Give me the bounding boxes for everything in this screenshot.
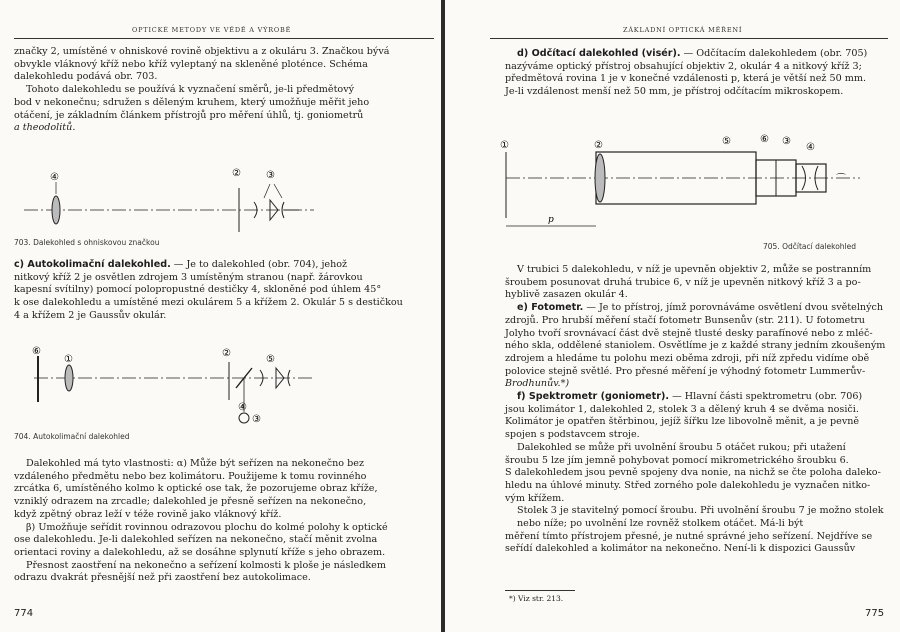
paragraph <box>14 259 434 323</box>
figure-label: ② <box>232 168 241 179</box>
figure-caption: 703. Dalekohled s ohniskovou značkou <box>14 238 160 247</box>
text-line: vým křížem. <box>505 492 565 504</box>
text-line: odrazu dvakrát přesnější než při zaostření bez autokolimace. <box>14 572 311 584</box>
text-line: Dalekohled má tyto vlastnosti: α) Může být seřízen na nekonečno bez <box>26 458 364 469</box>
figure-label: ① <box>500 140 509 151</box>
text-line: kapesní svítilny) pomocí polopropustné destičky 4, skloněné pod úhlem 45° <box>14 284 382 296</box>
text-line: vzdáleného předmětu nebo bez kolimátoru. Použijeme k tomu rovinného <box>14 470 367 482</box>
section-heading: d) Odčítací dalekohled (visér). <box>517 48 681 59</box>
text-line: Přesnost zaostření na nekonečno a seřízení kolmosti k ploše je následkem <box>26 559 386 571</box>
text-line: nitkový kříž 2 je osvětlen zdrojem 3 umístěným stranou (např. žárovkou <box>14 271 363 283</box>
paragraph <box>14 46 434 135</box>
text-line: vzniklý odrazem na zrcadle; dalekohled je přesně seřízen na nekonečno, <box>14 496 367 508</box>
text-line: S dalekohledem jsou pevně spojeny dva nonie, na nichž se čte poloha daleko- <box>505 467 881 479</box>
running-head: OPTICKÉ METODY VE VĚDĚ A VÝROBĚ <box>132 26 292 34</box>
text-line: 4 a křížem 2 je Gaussův okulár. <box>14 309 167 321</box>
header-rule <box>14 38 434 39</box>
footnote-rule <box>505 590 575 591</box>
figure-label: ③ <box>782 136 791 147</box>
page-number: 774 <box>14 608 34 619</box>
objective-lens <box>65 365 73 391</box>
text-line: otáčení, je základním článkem přístrojů pro měření úhlů, tj. goniometrů <box>14 109 364 121</box>
figure-label: ④ <box>50 172 59 183</box>
figure-label: ⑥ <box>32 346 41 357</box>
figure-704 <box>14 342 434 432</box>
text-line: zdrojem a hledáme tu polohu mezi oběma zdroji, při níž zpředu vidíme obě <box>505 352 870 364</box>
text-line: hyblivě zasazen okulár 4. <box>505 289 628 301</box>
text-line: a theodolitů. <box>14 122 76 134</box>
text-line: seřídí dalekohled a kolimátor na nekonečno. Není-li k dispozici Gaussův <box>505 543 856 555</box>
text-line: nebo níže; po uvolnění lze rovněž stolkem otáčet. Má-li být <box>517 518 804 530</box>
text-line: polovice stejně světlé. Pro přesné měření je výhodný fotometr Lummerův- <box>505 365 866 377</box>
text-line: ného skla, oddělené staniolem. Osvětlíme je z každé strany jedním zkoušeným <box>505 340 886 352</box>
objective-lens <box>595 154 605 202</box>
eye-symbol: ⌒ <box>836 174 846 185</box>
text-line: předmětová rovina 1 je v konečné vzdálenosti p, která je větší než 50 mm. <box>505 73 867 85</box>
section-heading: e) Fotometr. <box>517 302 584 314</box>
footnote: *) Viz str. 213. <box>509 594 564 603</box>
running-head: ZÁKLADNÍ OPTICKÁ MĚŘENÍ <box>623 26 743 34</box>
objective-lens <box>52 196 60 224</box>
right-page <box>445 0 900 632</box>
text-line: Dalekohled se může při uvolnění šroubu 5 otáčet rukou; při utažení <box>517 441 846 453</box>
section-heading: f) Spektrometr (goniometr). <box>517 391 670 403</box>
left-page <box>0 0 441 632</box>
figure-label: ① <box>64 354 73 365</box>
figure-label: ④ <box>806 142 815 153</box>
text-line: dalekohledu podává obr. 703. <box>14 71 158 83</box>
text-line: spojen s podstavcem stroje. <box>505 429 640 441</box>
text-line: — Je to přístroj, jímž porovnáváme osvětlení dvou světelných <box>583 302 884 314</box>
text-line: Kolimátor je opatřen štěrbinou, jejíž šířku lze libovolně měnit, a je pevně <box>505 416 860 428</box>
text-line: měření tímto přístrojem přesné, je nutné správné jeho seřízení. Nejdříve se <box>505 530 873 542</box>
figure-label: ④ <box>238 402 247 413</box>
paragraph <box>505 264 889 556</box>
section-heading: c) Autokolimační dalekohled. <box>14 259 171 270</box>
text-line: Tohoto dalekohledu se používá k vyznačení směrů, je-li předmětový <box>26 84 355 96</box>
text-line: ose dalekohledu. Je-li dalekohled seřízen na nekonečno, stačí měnit zvolna <box>14 534 378 546</box>
text-line: šroubu 5 lze jím jemně pohybovat pomocí mikrometrického šroubku 6. <box>505 454 849 466</box>
figure-label: ⑤ <box>266 354 275 365</box>
paragraph <box>505 48 889 99</box>
light-source <box>239 413 249 423</box>
leader-line <box>264 184 270 198</box>
text-line: zrcátka 6, umístěného kolmo k optické ose tak, že pozorujeme obraz kříže, <box>14 483 378 495</box>
text-line: Brodhunův.*) <box>505 378 570 390</box>
leader-line <box>274 184 282 198</box>
figure-caption: 704. Autokolimační dalekohled <box>14 432 130 441</box>
text-line: Jolyho tvoří srovnávací část dvě stejně tlusté desky parafínové nebo z mléč- <box>505 327 873 339</box>
text-line: obvykle vláknový kříž nebo kříž vyleptaný na skleněné ploténce. Schéma <box>14 58 368 70</box>
paragraph <box>14 458 434 585</box>
text-line: když zpětný obraz leží v téže rovině jako vláknový kříž. <box>14 508 282 520</box>
figure-caption: 705. Odčítací dalekohled <box>763 242 857 251</box>
text-line: Stolek 3 je stavitelný pomocí šroubu. Při uvolnění šroubu 7 je možno stolek <box>517 505 884 517</box>
text-line: Je-li vzdálenost menší než 50 mm, je přístroj odčítacím mikroskopem. <box>505 86 844 98</box>
figure-label: ⑤ <box>722 136 731 147</box>
figure-label: ③ <box>252 414 261 425</box>
text-line: — Hlavní části spektrometru (obr. 706) <box>669 391 863 403</box>
figure-705 <box>500 130 890 240</box>
page-number: 775 <box>865 608 885 619</box>
text-line: — Odčítacím dalekohledem (obr. 705) <box>680 48 868 59</box>
text-line: šroubem posunovat druhá trubice 6, v níž je upevněn nitkový kříž 3 a po- <box>505 276 861 288</box>
figure-label: ② <box>222 348 231 359</box>
figure-label: ⑥ <box>760 134 769 145</box>
header-rule <box>490 38 888 39</box>
figure-label: ③ <box>266 170 275 181</box>
distance-label: p <box>548 215 554 225</box>
text-line: jsou kolimátor 1, dalekohled 2, stolek 3 a dělený kruh 4 se dvěma nosiči. <box>505 403 859 415</box>
figure-label: ② <box>594 140 603 151</box>
figure-703 <box>14 160 434 230</box>
text-line: — Je to dalekohled (obr. 704), jehož <box>170 259 348 270</box>
text-line: k ose dalekohledu a umístěné mezi okulárem 5 a křížem 2. Okulár 5 s destičkou <box>14 297 403 309</box>
text-line: značky 2, umístěné v ohniskové rovině objektivu a z okuláru 3. Značkou bývá <box>14 46 390 57</box>
text-line: bod v nekonečnu; sdružen s děleným kruhem, který umožňuje měřit jeho <box>14 96 370 108</box>
text-line: V trubici 5 dalekohledu, v níž je upevněn objektiv 2, může se postranním <box>517 264 872 275</box>
text-line: hledu na úhlové minuty. Střed zorného pole dalekohledu je vyznačen nitko- <box>505 479 871 491</box>
text-line: β) Umožňuje seřídit rovinnou odrazovou plochu do kolmé polohy k optické <box>26 521 388 533</box>
text-line: nazýváme optický přístroj obsahující objektiv 2, okulár 4 a nitkový kříž 3; <box>505 60 862 72</box>
text-line: zdrojů. Pro hrubší měření stačí fotometr Bunsenův (str. 211). U fotometru <box>505 314 865 326</box>
text-line: orientaci roviny a dalekohledu, až se dosáhne splynutí kříže s jeho obrazem. <box>14 546 386 558</box>
